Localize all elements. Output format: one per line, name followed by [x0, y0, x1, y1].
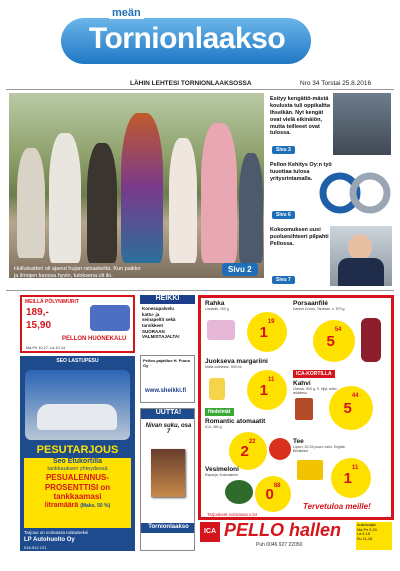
vacuum-icon — [90, 305, 130, 331]
ad-auto-name: LP Autohuolto Oy — [24, 537, 75, 543]
ica-card-label: ICA-KORTILLA — [293, 370, 335, 378]
ad-pellon-hours: Ma-Pe 10-17, La 10-14 — [26, 346, 66, 350]
welcome-text: Tervetuloa meille! — [303, 502, 371, 511]
price-tomaatit: 2 22 — [229, 432, 267, 470]
ad-auto-banner-1: PESUTARJOUS — [36, 444, 119, 456]
ad-heikki-contact[interactable]: Pellon-pajatilue H. Puuru Oy www.sheikki.fi — [140, 355, 195, 403]
store-banner[interactable] — [198, 520, 394, 551]
side-story-3-badge[interactable]: Sivu 7 — [272, 276, 295, 284]
masthead-prefix: meän — [109, 7, 144, 19]
side-story-3-text[interactable]: Kokoomuksen uusi puoluesihteeri pilpahti Pellossa. — [270, 227, 329, 247]
ad-heikki[interactable] — [140, 295, 195, 353]
issue-info: Nro 34 Torstai 25.8.2016 — [300, 80, 372, 87]
item-margariini[interactable]: Juokseva margariini Milda culinesse, 500 ml — [205, 358, 268, 369]
masthead-title[interactable]: Tornionlaakso — [88, 22, 286, 55]
ad-pellon-name: PELLON HUONEKALU — [62, 336, 127, 342]
coffee-pack — [295, 398, 313, 420]
ad-pellon-price-2: 15,90 — [26, 320, 52, 331]
ad-pellon-price-1: 189,- — [26, 307, 49, 318]
price-vesimeloni: 0 88 — [255, 476, 291, 512]
side-story-1-text[interactable]: Esityy kengättö-mästä koulusta tuli oppikaltta Ihselkän. Nyt kengät ovat vielä eikinäiön, mutta teilleeet ovat tulossa. — [270, 96, 330, 137]
margarine-bottle — [209, 378, 225, 400]
ad-uutta-footer: Tornionlaakso — [141, 523, 195, 533]
costumed-figure — [121, 113, 163, 263]
car-wash-photo — [25, 370, 130, 440]
price-porsaanfile: 5 54 — [313, 320, 355, 362]
hero-page-badge[interactable]: Sivu 2 — [222, 263, 258, 276]
tea-box — [297, 460, 323, 480]
side-story-2-text[interactable]: Pellon Kehitys Oy:n työ tuuottaa tulosa yritysrintamalla. — [270, 162, 332, 182]
side-story-1-photo — [333, 93, 391, 155]
ica-logo: ICA — [200, 522, 220, 542]
store-hours: Aukioloajat Ma-Pe 9-20 La 9-18 Su 11-18 — [356, 522, 392, 550]
person-figure — [169, 138, 197, 263]
ad-heikki-web: www.sheikki.fi — [145, 388, 187, 394]
hero-caption: Hulluteatteri oli ajanut hujan ratsasketta. Kun paikko ja ilmojen kanssa hyvin, tuloksena oli ilo. — [14, 266, 141, 279]
price-kahvi: 5 44 — [329, 386, 373, 430]
store-phone: Puh 0046 927 22050 — [256, 542, 303, 548]
item-porsaanfile[interactable]: Porsaanfilé Danish Crown, Tanskan, n. 570 g — [293, 300, 345, 311]
item-kahvi[interactable]: Kahvi Classic, 500 g, 5. öljyt, reiko, arkkitesu — [293, 380, 338, 395]
ad-ica-grocery[interactable] — [198, 295, 394, 520]
ad-auto-offer: Seo Etukortilla tankkauksen yhteydessä PESUALENNUS- PROSENTTISI on tankkaamasi litramäärä (Maks. 50 %) — [24, 458, 131, 528]
meat-product — [361, 318, 381, 362]
ad-lp-autohuolto[interactable] — [20, 356, 135, 551]
watermelon-product — [225, 480, 253, 504]
ad-auto-validity: Tarjous on voimassa toistaiseksi — [24, 530, 89, 535]
person-figure — [239, 153, 263, 263]
item-rahka[interactable]: Rahka Lindahls, 150 g — [205, 300, 229, 311]
person-figure — [87, 143, 117, 263]
item-tee[interactable]: Tee Lipton, 20-25 pussi, esim. English Breakfast — [293, 438, 346, 453]
hedelma-label: Hedelmät — [205, 408, 234, 416]
book-cover — [151, 449, 185, 497]
tomato-product — [269, 438, 291, 460]
ad-auto-header: SEO LASTUPESU — [56, 358, 99, 364]
store-name: PELLO hallen — [224, 520, 342, 540]
ad-uutta-quote: Nivan suku, osa 7 — [145, 423, 192, 435]
ad-pellon-headline: MEILLÄ PÖLYNIMURIT — [25, 299, 79, 305]
ad-uutta-title: UUTTA! — [141, 409, 195, 419]
side-story-1-badge[interactable]: Sivu 3 — [272, 146, 295, 154]
ad-pellon-huonekalu[interactable] — [20, 295, 135, 353]
section-divider — [6, 290, 394, 291]
price-margariini: 1 11 — [247, 370, 287, 410]
person-figure — [49, 133, 81, 263]
price-rahka: 1 19 — [247, 312, 287, 352]
ad-heikki-brand: HEIKKI — [140, 295, 195, 304]
ad-uutta[interactable] — [140, 408, 195, 551]
rahka-product — [207, 320, 235, 340]
grocery-validity: Tarjoukset voimassa v.34 — [207, 512, 258, 517]
price-tee: 1 11 — [331, 458, 371, 498]
item-vesimeloni[interactable]: Vesimeloni Espanja, Kokonainen — [205, 466, 239, 477]
ad-heikki-lines: Konesupalvelu kattu- ja seinapeltit sekä tarvikkeet SUORAAN VALMISTAJALTA! — [142, 306, 180, 340]
item-tomaatit[interactable]: Romantic atomaatit ICA, 460 g — [205, 418, 266, 429]
hero-photo[interactable] — [9, 93, 264, 278]
person-figure — [17, 148, 45, 258]
side-story-2-badge[interactable]: Sivu 6 — [272, 211, 295, 219]
side-story-2-logo — [318, 168, 392, 218]
header-divider — [6, 89, 394, 90]
ad-auto-phone: 016-512 121 — [24, 545, 47, 550]
tagline: LÄHIN LEHTESI TORNIONLAAKSOSSA — [130, 80, 252, 87]
side-story-3-photo — [330, 226, 392, 286]
person-figure — [201, 123, 237, 263]
